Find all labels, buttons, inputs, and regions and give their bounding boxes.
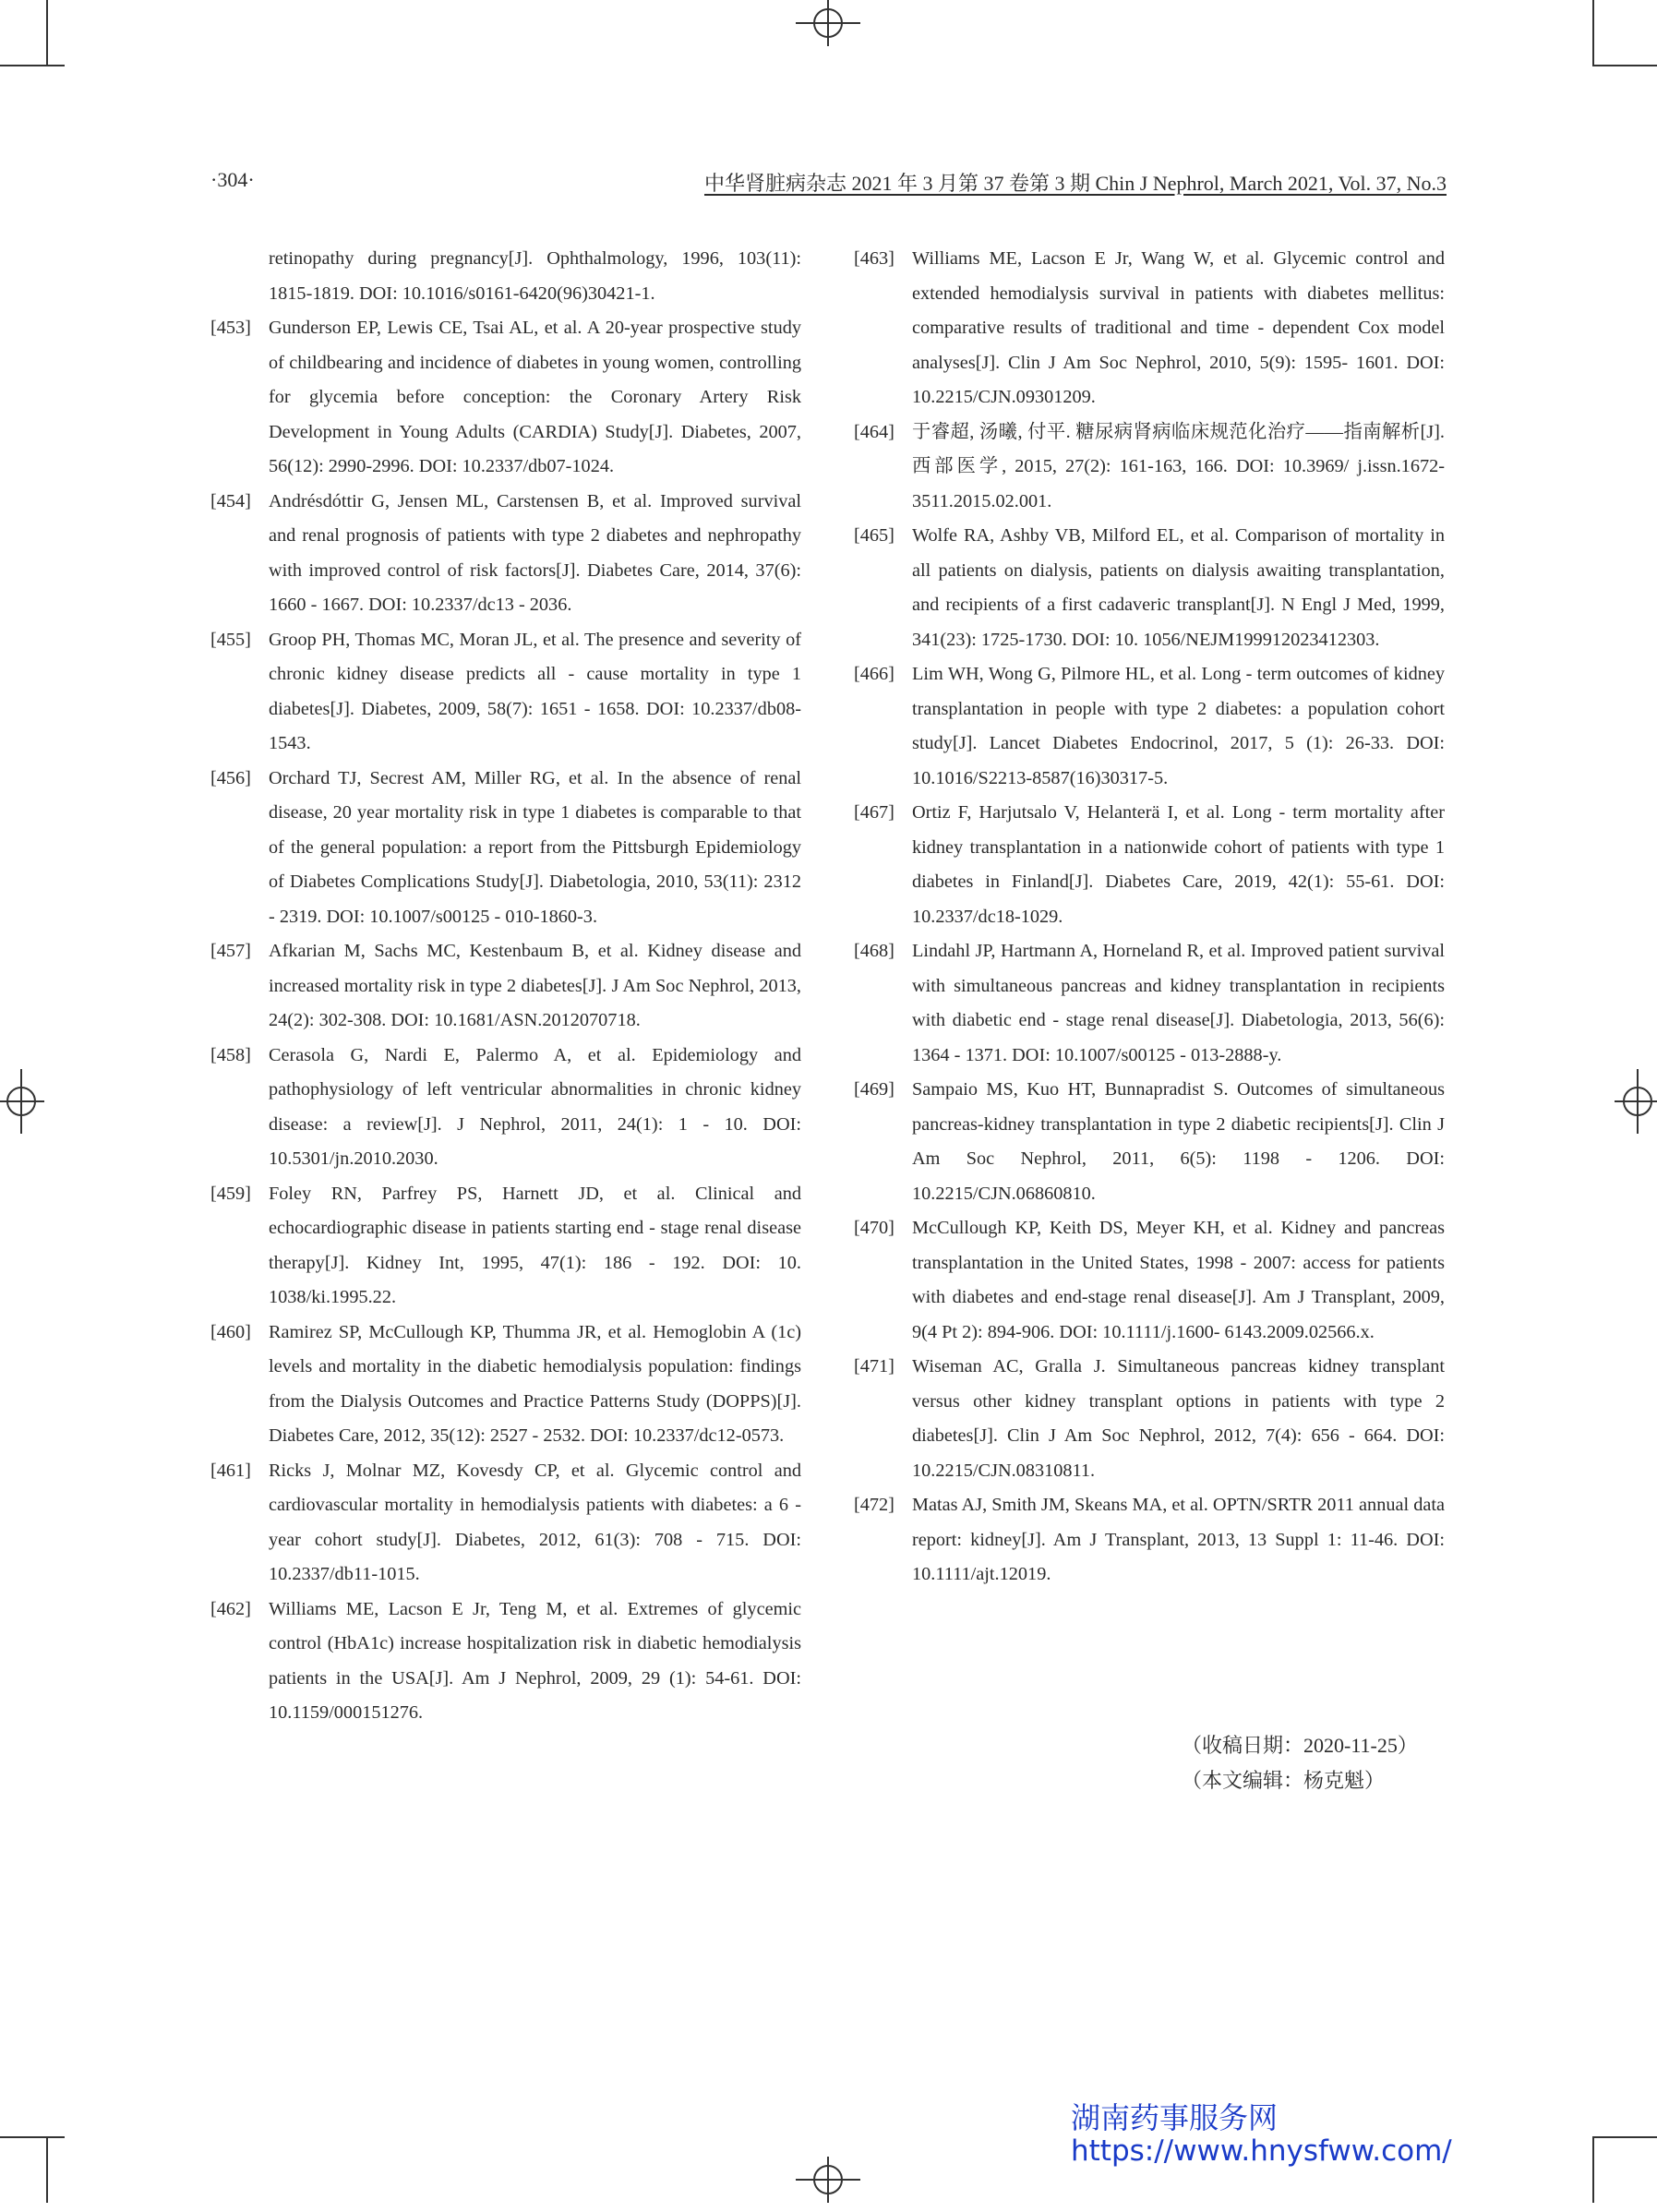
reference-number: [466]	[854, 664, 895, 684]
reference-number: [468]	[854, 941, 895, 961]
reference-item	[210, 485, 801, 623]
reference-item	[210, 1454, 801, 1593]
reference-number: [456]	[210, 767, 251, 788]
reference-item	[854, 934, 1445, 1073]
reference-text: Orchard TJ, Secrest AM, Miller RG, et al. In the absence of renal disease, 20 year mortality risk in type 1 diabetes is comparable to that of the general population: a report from the Pittsburgh Epidemiology of Diabetes Complications Study[J]. Diabetologia, 2010, 53(11): 2312 - 2319. DOI: 10.1007/s00125 - 010-1860-3.	[269, 767, 801, 927]
reference-text: Afkarian M, Sachs MC, Kestenbaum B, et al. Kidney disease and increased mortality risk in type 2 diabetes[J]. J Am Soc Nephrol, 2013, 24(2): 302-308. DOI: 10.1681/ASN.2012070718.	[269, 941, 801, 1030]
reference-number: [471]	[854, 1356, 895, 1376]
reference-number: [465]	[854, 525, 895, 546]
reference-item	[210, 623, 801, 762]
reference-item	[854, 415, 1445, 520]
crop-mark	[0, 65, 65, 66]
reference-item	[210, 311, 801, 485]
reference-text: Matas AJ, Smith JM, Skeans MA, et al. OPTN/SRTR 2011 annual data report: kidney[J]. Am J Transplant, 2013, 13 Suppl 1: 11-46. DOI: 10.1111/ajt.12019.	[912, 1495, 1445, 1584]
reference-number: [457]	[210, 941, 251, 961]
reference-item	[210, 1039, 801, 1177]
watermark-site-name: 湖南药事服务网	[1071, 2100, 1279, 2135]
reference-text: Ramirez SP, McCullough KP, Thumma JR, et al. Hemoglobin A (1c) levels and mortality in the diabetic hemodialysis population: findings from the Dialysis Outcomes and Practice Patterns Study (DOPPS)[J]. Diabetes Care, 2012, 35(12): 2527 - 2532. DOI: 10.2337/dc12-0573.	[269, 1321, 801, 1446]
reference-number: [460]	[210, 1321, 251, 1342]
reference-item	[854, 657, 1445, 796]
reference-text: 于睿超, 汤曦, 付平. 糖尿病肾病临床规范化治疗——指南解析[J]. 西部医学, 2015, 27(2): 161-163, 166. DOI: 10.3969/ j.issn.1672-3511.2015.02.001.	[912, 421, 1445, 511]
reference-number: [464]	[854, 421, 895, 442]
reference-text: Ricks J, Molnar MZ, Kovesdy CP, et al. Glycemic control and cardiovascular mortality in hemodialysis patients with diabetes: a 6 - year cohort study[J]. Diabetes, 2012, 61(3): 708 - 715. DOI: 10.2337/db11-1015.	[269, 1460, 801, 1584]
reference-column-left	[210, 242, 801, 1731]
reference-item	[854, 1211, 1445, 1350]
reference-item	[854, 519, 1445, 657]
article-editor: （本文编辑：杨克魁）	[1182, 1769, 1386, 1792]
reference-number: [462]	[210, 1598, 251, 1619]
reference-number: [469]	[854, 1079, 895, 1100]
reference-number: [470]	[854, 1218, 895, 1238]
reference-item	[854, 1073, 1445, 1211]
running-header	[210, 168, 1447, 198]
reference-text: Wiseman AC, Gralla J. Simultaneous pancreas kidney transplant versus other kidney transplant options in patients with type 2 diabetes[J]. Clin J Am Soc Nephrol, 2012, 7(4): 656 - 664. DOI: 10.2215/CJN.08310811.	[912, 1356, 1445, 1481]
reference-item	[210, 762, 801, 935]
registration-mark-icon	[796, 0, 860, 55]
reference-text: Groop PH, Thomas MC, Moran JL, et al. The presence and severity of chronic kidney disease predicts all - cause mortality in type 1 diabetes[J]. Diabetes, 2009, 58(7): 1651 - 1658. DOI: 10.2337/db08-1543.	[269, 629, 801, 753]
reference-number: [472]	[854, 1495, 895, 1515]
reference-item	[854, 1350, 1445, 1488]
reference-text: Andrésdóttir G, Jensen ML, Carstensen B, et al. Improved survival and renal prognosis of patients with type 2 diabetes and nephropathy with improved control of risk factors[J]. Diabetes Care, 2014, 37(6): 1660 - 1667. DOI: 10.2337/dc13 - 2036.	[269, 490, 801, 615]
reference-text: Lim WH, Wong G, Pilmore HL, et al. Long - term outcomes of kidney transplantation in people with type 2 diabetes: a population cohort study[J]. Lancet Diabetes Endocrinol, 2017, 5 (1): 26-33. DOI: 10.1016/S2213-8587(16)30317-5.	[912, 664, 1445, 788]
crop-mark	[1592, 2138, 1594, 2203]
page-number: ·304·	[210, 168, 255, 191]
crop-mark	[1592, 2136, 1657, 2138]
reference-item	[210, 1177, 801, 1316]
reference-text: Foley RN, Parfrey PS, Harnett JD, et al. Clinical and echocardiographic disease in patients starting end - stage renal disease therapy[J]. Kidney Int, 1995, 47(1): 186 - 192. DOI: 10. 1038/ki.1995.22.	[269, 1183, 801, 1307]
reference-number: [454]	[210, 490, 251, 511]
reference-item	[210, 1593, 801, 1731]
received-date: （收稿日期：2020-11-25）	[1182, 1734, 1418, 1757]
reference-text: Wolfe RA, Ashby VB, Milford EL, et al. Comparison of mortality in all patients on dialysis, patients on dialysis awaiting transplantation, and recipients of a first cadaveric transplant[J]. N Engl J Med, 1999, 341(23): 1725-1730. DOI: 10. 1056/NEJM199912023412303.	[912, 525, 1445, 650]
registration-mark-icon	[0, 1069, 54, 1134]
reference-text: Cerasola G, Nardi E, Palermo A, et al. Epidemiology and pathophysiology of left ventricular abnormalities in chronic kidney disease: a review[J]. J Nephrol, 2011, 24(1): 1 - 10. DOI: 10.5301/jn.2010.2030.	[269, 1044, 801, 1169]
reference-number: [461]	[210, 1460, 251, 1481]
reference-number: [458]	[210, 1044, 251, 1065]
site-watermark	[1071, 2101, 1452, 2168]
reference-item	[210, 934, 801, 1039]
reference-number: [453]	[210, 318, 251, 338]
reference-item	[854, 242, 1445, 415]
crop-mark	[0, 2136, 65, 2138]
reference-number: [463]	[854, 248, 895, 269]
crop-mark	[1592, 0, 1594, 65]
reference-text: Williams ME, Lacson E Jr, Wang W, et al. Glycemic control and extended hemodialysis survival in patients with diabetes mellitus: comparative results of traditional and time - dependent Cox model analyses[J]. Clin J Am Soc Nephrol, 2010, 5(9): 1595- 1601. DOI: 10.2215/CJN.09301209.	[912, 248, 1445, 407]
watermark-url[interactable]: https://www.hnysfww.com/	[1071, 2134, 1452, 2168]
crop-mark	[1592, 65, 1657, 66]
article-notes	[1182, 1728, 1418, 1798]
reference-number: [459]	[210, 1183, 251, 1204]
reference-text: Williams ME, Lacson E Jr, Teng M, et al. Extremes of glycemic control (HbA1c) increase hospitalization risk in diabetic hemodialysis patients in the USA[J]. Am J Nephrol, 2009, 29 (1): 54-61. DOI: 10.1159/000151276.	[269, 1598, 801, 1723]
reference-text: McCullough KP, Keith DS, Meyer KH, et al. Kidney and pancreas transplantation in the United States, 1998 - 2007: access for patients with diabetes and end-stage renal disease[J]. Am J Transplant, 2009, 9(4 Pt 2): 894-906. DOI: 10.1111/j.1600- 6143.2009.02566.x.	[912, 1218, 1445, 1342]
reference-number: [467]	[854, 802, 895, 823]
registration-mark-icon	[1605, 1069, 1657, 1134]
reference-item	[854, 1488, 1445, 1593]
crop-mark	[46, 2138, 48, 2203]
reference-column-right	[854, 242, 1445, 1593]
crop-mark	[46, 0, 48, 65]
reference-text: Gunderson EP, Lewis CE, Tsai AL, et al. A 20-year prospective study of childbearing and incidence of diabetes in young women, controlling for glycemia before conception: the Coronary Artery Risk Development in Young Adults (CARDIA) Study[J]. Diabetes, 2007, 56(12): 2990-2996. DOI: 10.2337/db07-1024.	[269, 318, 801, 476]
reference-number: [455]	[210, 629, 251, 650]
reference-item	[854, 796, 1445, 934]
reference-text: Ortiz F, Harjutsalo V, Helanterä I, et al. Long - term mortality after kidney transplantation in a nationwide cohort of patients with type 1 diabetes in Finland[J]. Diabetes Care, 2019, 42(1): 55-61. DOI: 10.2337/dc18-1029.	[912, 802, 1445, 927]
reference-text: Sampaio MS, Kuo HT, Bunnapradist S. Outcomes of simultaneous pancreas-kidney transplantation in type 2 diabetic recipients[J]. Clin J Am Soc Nephrol, 2011, 6(5): 1198 - 1206. DOI: 10.2215/CJN.06860810.	[912, 1079, 1445, 1204]
reference-item	[210, 1316, 801, 1454]
reference-text: Lindahl JP, Hartmann A, Horneland R, et al. Improved patient survival with simultaneous pancreas and kidney transplantation in recipients with diabetic end - stage renal disease[J]. Diabetologia, 2013, 56(6): 1364 - 1371. DOI: 10.1007/s00125 - 013-2888-y.	[912, 941, 1445, 1065]
journal-citation: 中华肾脏病杂志 2021 年 3 月第 37 卷第 3 期 Chin J Nephrol, March 2021, Vol. 37, No.3	[703, 172, 1447, 195]
reference-continuation: retinopathy during pregnancy[J]. Ophthalmology, 1996, 103(11): 1815-1819. DOI: 10.1016/s0161-6420(96)30421-1.	[269, 248, 801, 304]
